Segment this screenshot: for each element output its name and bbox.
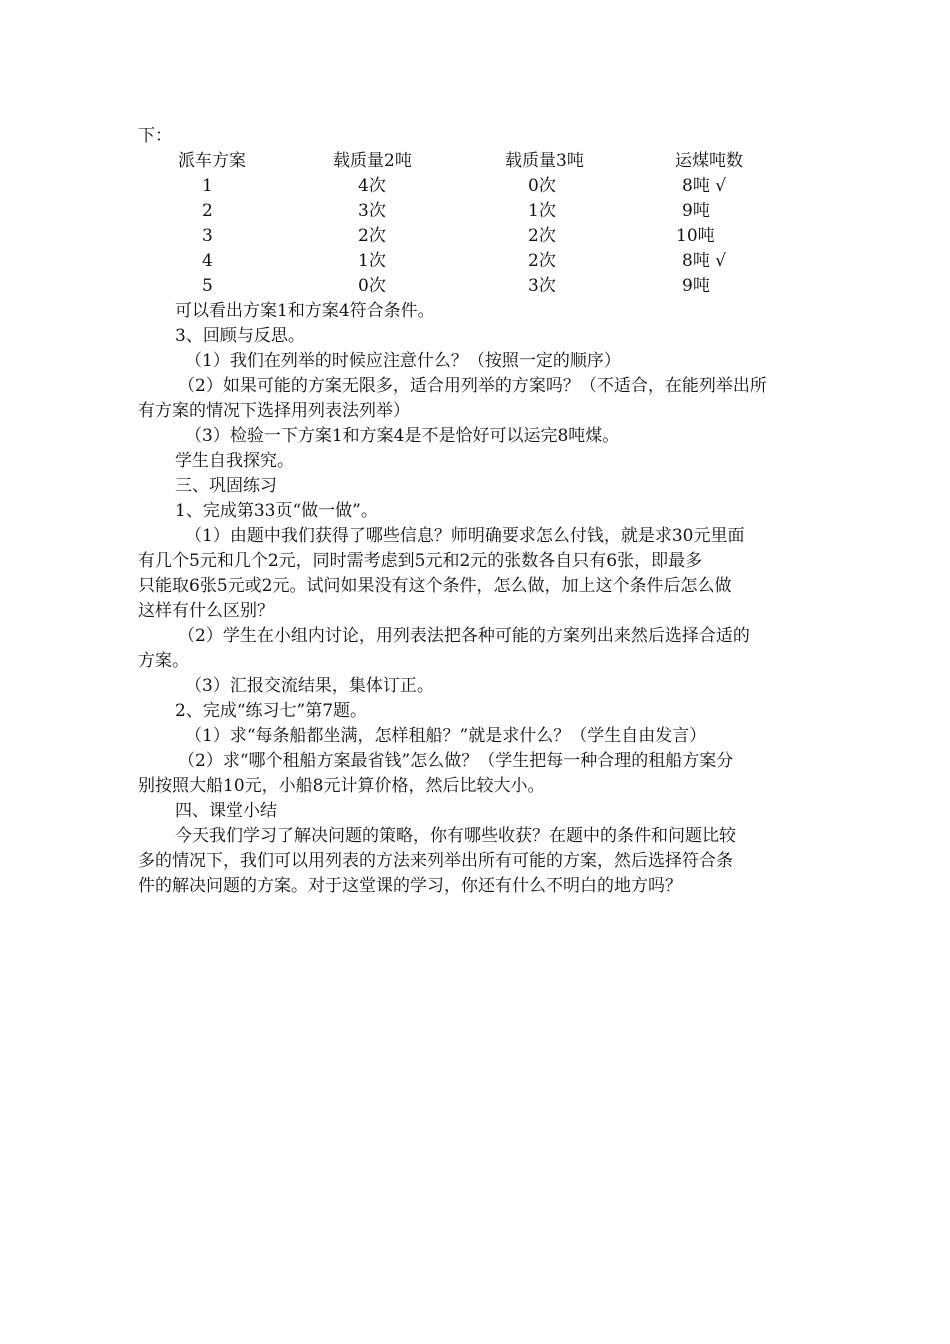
paragraph-line: 这样有什么区别？ (138, 601, 274, 621)
paragraph-line: 有方案的情况下选择用列表法列举） (138, 401, 410, 421)
section-heading: 四、课堂小结 (175, 801, 277, 821)
paragraph-line: （2）如果可能的方案无限多，适合用列举的方案吗？（不适合，在能列举出所 (178, 376, 767, 396)
cell-load-3t: 1次 (528, 201, 556, 221)
cell-tonnage: 8吨 √ (682, 176, 727, 196)
header-load-3t: 载质量3吨 (505, 151, 584, 171)
table-row (0, 274, 950, 299)
table-row (0, 249, 950, 274)
table-header-row (0, 149, 950, 174)
conclusion-text: 可以看出方案1和方案4符合条件。 (175, 301, 435, 321)
cell-tonnage: 10吨 (676, 226, 715, 246)
cell-load-2t: 2次 (358, 226, 386, 246)
header-tonnage: 运煤吨数 (675, 151, 743, 171)
paragraph-line: （3）汇报交流结果，集体订正。 (185, 676, 434, 696)
paragraph-line: 学生自我探究。 (175, 451, 294, 471)
paragraph-line: （1）我们在列举的时候应注意什么？（按照一定的顺序） (185, 351, 621, 371)
paragraph-line: （2）求“哪个租船方案最省钱”怎么做？（学生把每一种合理的租船方案分 (178, 751, 734, 771)
table-row (0, 224, 950, 249)
paragraph-line: 今天我们学习了解决问题的策略，你有哪些收获？在题中的条件和问题比较 (175, 826, 736, 846)
section-heading: 三、巩固练习 (175, 476, 277, 496)
header-load-2t: 载质量2吨 (333, 151, 412, 171)
cell-load-2t: 4次 (358, 176, 386, 196)
header-plan: 派车方案 (178, 151, 246, 171)
paragraph-line: （1）求“每条船都坐满，怎样租船？”就是求什么？（学生自由发言） (185, 726, 707, 746)
paragraph-line: （2）学生在小组内讨论，用列表法把各种可能的方案列出来然后选择合适的 (178, 626, 750, 646)
paragraph-line: 有几个5元和几个2元，同时需考虑到5元和2元的张数各自只有6张，即最多 (138, 551, 703, 571)
cell-plan: 2 (202, 201, 213, 221)
cell-load-3t: 3次 (528, 276, 556, 296)
cell-plan: 3 (202, 226, 213, 246)
paragraph-line: （1）由题中我们获得了哪些信息？师明确要求怎么付钱，就是求30元里面 (185, 526, 745, 546)
section-heading: 2、完成“练习七”第7题。 (175, 701, 368, 721)
paragraph-line: 多的情况下，我们可以用列表的方法来列举出所有可能的方案，然后选择符合条 (138, 851, 733, 871)
table-row (0, 174, 950, 199)
cell-load-3t: 0次 (528, 176, 556, 196)
paragraph-line: （3）检验一下方案1和方案4是不是恰好可以运完8吨煤。 (185, 426, 620, 446)
cell-plan: 1 (202, 176, 213, 196)
cell-tonnage: 8吨 √ (682, 251, 727, 271)
intro-text: 下： (138, 126, 172, 146)
table-row (0, 199, 950, 224)
paragraph-line: 件的解决问题的方案。对于这堂课的学习，你还有什么不明白的地方吗？ (138, 876, 682, 896)
paragraph-line: 别按照大船10元，小船8元计算价格，然后比较大小。 (138, 776, 545, 796)
paragraph-line: 只能取6张5元或2元。试问如果没有这个条件，怎么做，加上这个条件后怎么做 (138, 576, 732, 596)
cell-load-2t: 3次 (358, 201, 386, 221)
cell-load-3t: 2次 (528, 226, 556, 246)
section-heading: 3、回顾与反思。 (175, 326, 305, 346)
cell-tonnage: 9吨 (682, 276, 710, 296)
cell-plan: 4 (202, 251, 213, 271)
paragraph-line: 方案。 (138, 651, 189, 671)
cell-load-2t: 1次 (358, 251, 386, 271)
section-heading: 1、完成第33页“做一做”。 (175, 501, 378, 521)
cell-load-2t: 0次 (358, 276, 386, 296)
cell-tonnage: 9吨 (682, 201, 710, 221)
cell-load-3t: 2次 (528, 251, 556, 271)
cell-plan: 5 (202, 276, 213, 296)
